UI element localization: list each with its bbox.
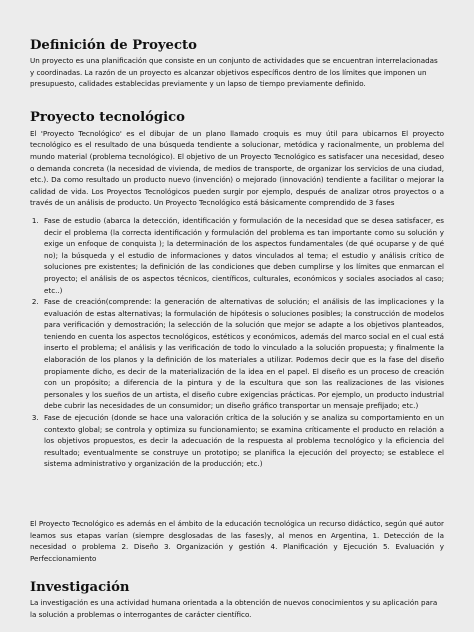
phase-item-estudio: 1. Fase de estudio (abarca la detección, identificación y formulación de la necesidad que se desea satisfacer, es decir el problema (la correcta identificación y formulación del problema es tan importante como su solución y exige un enfoque de conquista ); la determinación de los aspectos fundamentales (de qué ocuparse y de qué no); la búsqueda y el estudio de informaciones y datos vinculados al tema; el estudio y análisis crítico de soluciones pre existentes; la definición de las condiciones que deben cumplirse y los límites que enmarcan el proyecto; el análisis de os aspectos técnicos, científicos, culturales, económicos y sociales asociados al caso; etc..): [41, 215, 444, 296]
phases-list: [30, 215, 444, 470]
section-title-definicion: Definición de Proyecto: [30, 38, 197, 53]
section-title-investigacion: Investigación: [30, 580, 130, 596]
document-body: [30, 38, 444, 621]
paragraph-definicion: Un proyecto es una planificación que consiste en un conjunto de actividades que se encuentran interrelacionadas y coordinadas. La razón de un proyecto es alcanzar objetivos específicos dentro de los límites que imponen un presupuesto, calidades establecidas previamente y un lapso de tiempo previamente definido.: [30, 56, 438, 89]
paragraph-proyecto-tecnologico: El 'Proyecto Tecnológico' es el dibujar de un plano llamado croquis es muy útil para ubicarnos El proyecto tecnológico es el resultado de una búsqueda tendiente a solucionar, metódica y racionalmente, un problema del mundo material (problema tecnológico). El objetivo de un Proyecto Tecnológico es satisfacer una necesidad, deseo o demanda concreta (la necesidad de vivienda, de medios de transporte, de organizar los servicios de una ciudad, etc.). Da como resultado un producto nuevo (invención) o mejorado (innovación) tendiente a facilitar o mejorar la calidad de vida. Los Proyectos Tecnológicos pueden surgir por ejemplo, después de analizar otros proyectos o a través de un análisis de producto. Un Proyecto Tecnológico está básicamente comprendido de 3 fases: [30, 128, 444, 208]
paragraph-investigacion: La investigación es una actividad humana orientada a la obtención de nuevos conocimientos y su aplicación para la solución a problemas o interrogantes de carácter científico.: [30, 598, 438, 619]
phase-item-ejecucion: 3. Fase de ejecución (donde se hace una valoración crítica de la solución y se analiza su comportamiento en un contexto global; se controla y optimiza su funcionamiento; se examina críticamente el producto en relación a los objetivos propuestos, es decir la adecuación de la respuesta al problema tecnológico y la eficiencia del resultado; eventualmente se construye un prototipo; se planifica la ejecución del proyecto; se establece el sistema administrativo y organización de la producción; etc.): [41, 412, 444, 470]
phase-item-creacion: 2. Fase de creación(comprende: la generación de alternativas de solución; el análisis de las implicaciones y la evaluación de estas alternativas; la formulación de hipótesis o soluciones posibles; la construcción de modelos para verificación y demostración; la selección de la solución que mejor se adapte a los objetivos planteados, teniendo en cuenta los aspectos tecnológicos, estéticos y económicos, además del marco social en el cual está inserto el problema; el análisis y las verificación de todo lo vinculado a la solución propuesta; y finalmente la elaboración de los planos y la definición de los materiales a utilizar. Podemos decir que es la fase del diseño propiamente dicho, es decir de la materialización de la idea en el papel. El diseño es un proceso de creación con un propósito; a diferencia de la pintura y de la escultura que son las realizaciones de las visiones personales y los sueños de un artista, el diseño cubre exigencias prácticas. Por ejemplo, un producto industrial debe cubrir las necesidades de un consumidor; un diseño gráfico transportar un mensaje prefijado; etc.): [41, 296, 444, 412]
section-title-proyecto-tecnologico: Proyecto tecnológico: [30, 109, 185, 125]
paragraph-recurso-didactico: El Proyecto Tecnológico es además en el ámbito de la educación tecnológica un recurso didáctico, según qué autor leamos sus etapas varían (siempre desglosadas de las fases)y, al menos en Argentina, 1. Detección de la necesidad o problema 2. Diseño 3. Organización y gestión 4. Planificación y Ejecución 5. Evaluación y Perfeccionamiento: [30, 519, 444, 563]
